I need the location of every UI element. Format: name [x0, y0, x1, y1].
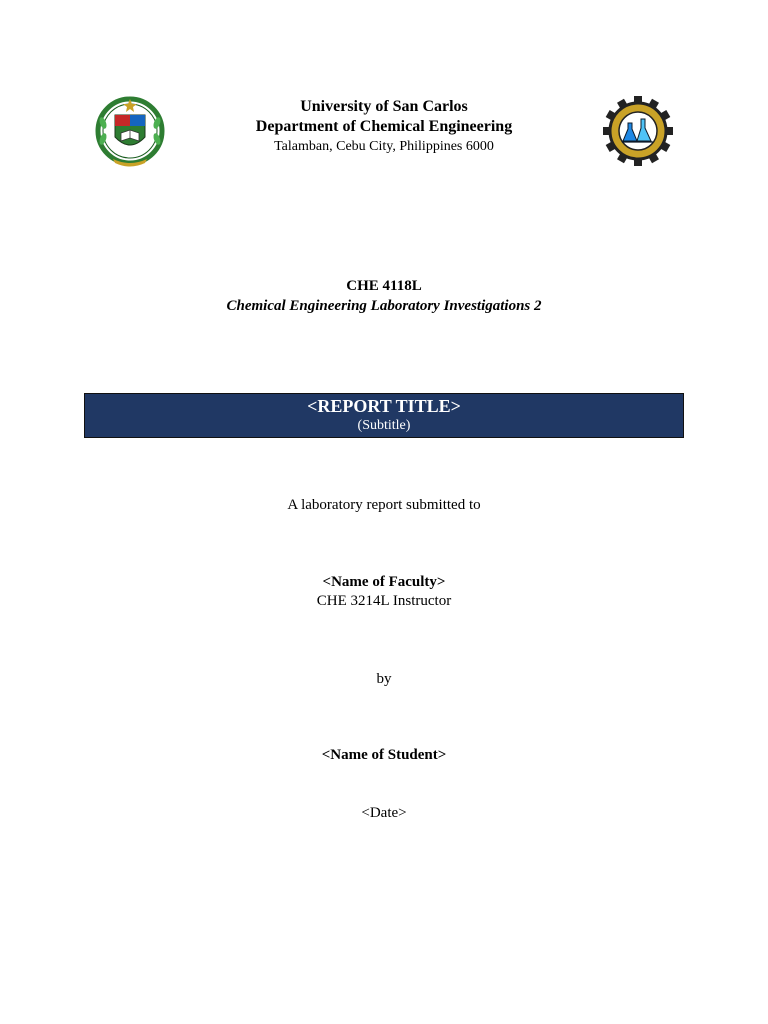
by-text: by — [376, 671, 392, 687]
course-name: Chemical Engineering Laboratory Investigations 2 — [226, 298, 542, 314]
university-name: University of San Carlos — [300, 98, 468, 115]
institution-address: Talamban, Cebu City, Philippines 6000 — [274, 139, 494, 154]
report-title: <REPORT TITLE> — [307, 396, 461, 416]
chemical-engineering-gear-seal-icon — [603, 95, 673, 167]
report-subtitle: (Subtitle) — [357, 418, 411, 433]
faculty-name: <Name of Faculty> — [322, 574, 446, 590]
student-name: <Name of Student> — [321, 747, 447, 763]
faculty-role: CHE 3214L Instructor — [316, 593, 452, 609]
usc-seal-icon — [95, 93, 165, 169]
report-date: <Date> — [361, 805, 407, 821]
submitted-to-text: A laboratory report submitted to — [287, 497, 481, 513]
course-info — [134, 276, 634, 316]
department-name: Department of Chemical Engineering — [255, 118, 513, 135]
course-code: CHE 4118L — [346, 278, 422, 294]
institution-header — [184, 97, 584, 156]
report-title-banner — [84, 393, 684, 438]
